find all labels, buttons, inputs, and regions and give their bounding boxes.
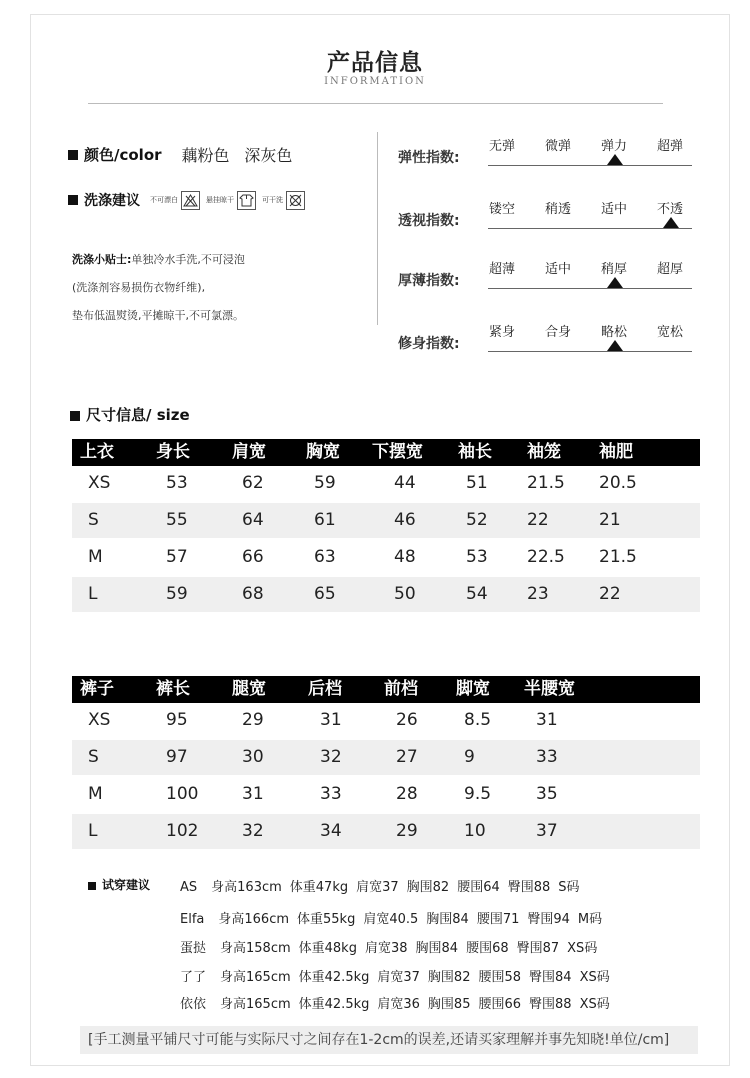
fitting-cell: 体重48kg	[298, 941, 357, 956]
table-cell: 21.5	[599, 547, 637, 567]
table-cell: 21	[599, 510, 621, 530]
wash-item-label: 可干洗	[262, 196, 283, 204]
index-label: 厚薄指数:	[398, 273, 460, 289]
fitting-cell: 肩宽37	[377, 970, 420, 985]
fitting-cell: M码	[577, 912, 603, 927]
table-header	[72, 676, 700, 703]
table-cell: M	[88, 547, 103, 567]
index-marker-icon	[663, 217, 679, 228]
color-label: 颜色/color	[84, 146, 162, 164]
table-cell: 32	[242, 821, 264, 841]
index-marker-icon	[607, 277, 623, 288]
table-cell: 22	[599, 584, 621, 604]
table-header	[72, 439, 700, 466]
fitting-cell: 胸围84	[415, 941, 459, 956]
column-header: 上衣	[80, 442, 114, 462]
fitting-cell: 身高165cm	[220, 970, 291, 985]
table-row	[72, 577, 700, 612]
table-cell: 64	[242, 510, 264, 530]
table-cell: M	[88, 784, 103, 804]
fitting-row	[180, 908, 610, 927]
table-row	[72, 503, 700, 538]
table-cell: 28	[396, 784, 418, 804]
index-option: 镂空	[489, 202, 516, 217]
tips-title: 洗涤小贴士:	[72, 253, 132, 266]
table-cell: 37	[536, 821, 558, 841]
fitting-cell: 肩宽36	[377, 997, 420, 1012]
table-row	[72, 777, 700, 812]
table-cell: 31	[536, 710, 558, 730]
fitting-cell: 体重42.5kg	[298, 970, 370, 985]
column-header: 半腰宽	[524, 679, 575, 699]
table-cell: 68	[242, 584, 264, 604]
fitting-cell: 身高158cm	[220, 941, 291, 956]
table-cell: 62	[242, 473, 264, 493]
title-divider	[88, 103, 663, 104]
table-cell: 31	[242, 784, 264, 804]
index-option: 无弹	[489, 139, 516, 154]
fitting-row	[180, 966, 618, 985]
table-cell: 52	[466, 510, 488, 530]
table-cell: 65	[314, 584, 336, 604]
table-cell: L	[88, 821, 98, 841]
table-cell: 54	[466, 584, 488, 604]
tips-line: 垫布低温熨烫,平摊晾干,不可氯漂。	[72, 309, 244, 322]
table-cell: 102	[166, 821, 199, 841]
fitting-cell: Elfa	[180, 912, 205, 927]
index-option: 超薄	[489, 262, 516, 277]
index-label: 弹性指数:	[398, 150, 460, 166]
fitting-cell: 臀围88	[529, 997, 572, 1012]
column-header: 袖笼	[527, 442, 561, 462]
washing-label: 洗涤建议	[84, 193, 140, 209]
fitting-cell: 腰围71	[476, 912, 520, 927]
table-cell: 44	[394, 473, 416, 493]
fitting-cell: 身高165cm	[220, 997, 291, 1012]
table-cell: 26	[396, 710, 418, 730]
fitting-label: 试穿建议	[102, 878, 151, 892]
table-cell: 59	[166, 584, 188, 604]
bullet-square-icon	[88, 882, 96, 890]
column-header: 裤子	[80, 679, 114, 699]
fitting-cell: 腰围66	[478, 997, 522, 1012]
column-header: 身长	[156, 442, 190, 462]
table-cell: S	[88, 747, 99, 767]
index-option: 不透	[657, 202, 684, 217]
table-cell: 100	[166, 784, 199, 804]
table-cell: 48	[394, 547, 416, 567]
index-scale-line	[488, 288, 692, 289]
table-cell: 53	[466, 547, 488, 567]
fitting-cell: 臀围87	[516, 941, 560, 956]
column-header: 前档	[384, 679, 418, 699]
fitting-cell: 臀围84	[529, 970, 572, 985]
page-title: 产品信息	[327, 50, 423, 76]
table-cell: 9.5	[464, 784, 492, 804]
table-cell: 22.5	[527, 547, 565, 567]
index-option: 稍厚	[601, 262, 628, 277]
index-option: 合身	[545, 325, 572, 340]
table-cell: 10	[464, 821, 486, 841]
table-cell: 20.5	[599, 473, 637, 493]
fitting-cell: 身高163cm	[211, 880, 282, 895]
fitting-cell: 腰围58	[478, 970, 522, 985]
fitting-cell: 肩宽37	[356, 880, 399, 895]
bullet-square-icon	[70, 411, 80, 421]
table-cell: 59	[314, 473, 336, 493]
table-row	[72, 466, 700, 501]
color-option: 深灰色	[244, 146, 293, 165]
index-scale-line	[488, 165, 692, 166]
fitting-cell: 腰围64	[457, 880, 500, 895]
table-cell: 97	[166, 747, 188, 767]
color-section	[68, 143, 292, 166]
index-option: 适中	[545, 262, 572, 277]
table-cell: 31	[320, 710, 342, 730]
tips-line: 单独冷水手洗,不可浸泡	[131, 253, 245, 266]
table-cell: 9	[464, 747, 475, 767]
index-marker-icon	[607, 340, 623, 351]
table-cell: 33	[320, 784, 342, 804]
fitting-cell: 体重55kg	[297, 912, 356, 927]
column-header: 后档	[308, 679, 342, 699]
table-cell: 30	[242, 747, 264, 767]
index-option: 超厚	[657, 262, 684, 277]
dry-clean-icon	[286, 191, 305, 210]
index-option: 紧身	[489, 325, 516, 340]
fitting-cell: 胸围85	[427, 997, 471, 1012]
fitting-row	[180, 937, 605, 956]
table-cell: 29	[396, 821, 418, 841]
index-scale-line	[488, 351, 692, 352]
bullet-square-icon	[68, 195, 78, 205]
wash-item-label: 不可漂白	[150, 196, 178, 204]
table-cell: XS	[88, 710, 111, 730]
index-option: 微弹	[545, 139, 572, 154]
fitting-cell: 肩宽38	[364, 941, 408, 956]
fitting-cell: 胸围82	[406, 880, 450, 895]
table-row	[72, 740, 700, 775]
fitting-cell: XS码	[567, 941, 598, 956]
size-heading-label: 尺寸信息/ size	[86, 406, 190, 424]
index-option: 弹力	[601, 139, 628, 154]
index-option: 适中	[601, 202, 628, 217]
fitting-cell: 臀围88	[507, 880, 551, 895]
table-cell: 51	[466, 473, 488, 493]
fitting-row	[180, 876, 588, 895]
table-cell: 57	[166, 547, 188, 567]
index-option: 超弹	[657, 139, 684, 154]
washing-tips	[72, 246, 245, 330]
fitting-heading	[88, 876, 150, 893]
table-cell: 53	[166, 473, 188, 493]
column-header: 裤长	[156, 679, 190, 699]
color-option: 藕粉色	[181, 146, 230, 165]
column-header: 胸宽	[306, 442, 340, 462]
index-option: 宽松	[657, 325, 684, 340]
table-cell: 29	[242, 710, 264, 730]
index-marker-icon	[607, 154, 623, 165]
fitting-cell: 臀围94	[527, 912, 570, 927]
table-cell: 23	[527, 584, 549, 604]
index-option: 稍透	[545, 202, 572, 217]
table-row	[72, 540, 700, 575]
index-scale-line	[488, 228, 692, 229]
page-subtitle: INFORMATION	[324, 76, 426, 87]
fitting-cell: 蛋挞	[180, 941, 207, 956]
table-cell: 95	[166, 710, 188, 730]
hang-dry-icon	[237, 191, 256, 210]
fitting-cell: XS码	[579, 970, 610, 985]
wash-item-label: 悬挂晾干	[206, 196, 234, 204]
fitting-cell: 体重42.5kg	[298, 997, 370, 1012]
fitting-cell: XS码	[579, 997, 610, 1012]
column-header: 下摆宽	[372, 442, 423, 462]
tips-line: (洗涤剂容易损伤衣物纤维),	[72, 281, 206, 294]
section-divider	[377, 132, 378, 325]
measurement-footnote: [手工测量平铺尺寸可能与实际尺寸之间存在1-2cm的误差,还请买家理解并事先知晓!单位/cm]	[80, 1026, 698, 1054]
fitting-cell: 身高166cm	[218, 912, 289, 927]
table-row	[72, 814, 700, 849]
table-cell: 55	[166, 510, 188, 530]
bullet-square-icon	[68, 150, 78, 160]
column-header: 腿宽	[232, 679, 266, 699]
table-cell: 61	[314, 510, 336, 530]
fitting-cell: 依依	[180, 997, 207, 1012]
table-cell: 22	[527, 510, 549, 530]
fitting-row	[180, 993, 618, 1012]
table-cell: 50	[394, 584, 416, 604]
table-cell: 34	[320, 821, 342, 841]
index-label: 透视指数:	[398, 213, 460, 229]
washing-section	[68, 190, 311, 210]
size-heading	[70, 404, 190, 425]
table-cell: L	[88, 584, 98, 604]
table-cell: 33	[536, 747, 558, 767]
table-cell: XS	[88, 473, 111, 493]
table-cell: 63	[314, 547, 336, 567]
column-header: 袖长	[458, 442, 492, 462]
table-cell: 32	[320, 747, 342, 767]
fitting-cell: 体重47kg	[289, 880, 349, 895]
table-cell: 27	[396, 747, 418, 767]
index-label: 修身指数:	[398, 336, 460, 352]
fitting-cell: 肩宽40.5	[363, 912, 419, 927]
fitting-cell: 胸围84	[426, 912, 469, 927]
table-cell: 21.5	[527, 473, 565, 493]
fitting-cell: AS	[180, 880, 198, 895]
column-header: 肩宽	[232, 442, 266, 462]
table-cell: 66	[242, 547, 264, 567]
fitting-cell: S码	[558, 880, 580, 895]
table-row	[72, 703, 700, 738]
fitting-cell: 腰围68	[466, 941, 509, 956]
column-header: 脚宽	[456, 679, 490, 699]
table-cell: 8.5	[464, 710, 492, 730]
table-cell: 35	[536, 784, 558, 804]
fitting-cell: 胸围82	[427, 970, 471, 985]
index-option: 略松	[601, 325, 628, 340]
fitting-cell: 了了	[180, 970, 207, 985]
table-cell: 46	[394, 510, 416, 530]
no-bleach-icon	[181, 191, 200, 210]
table-cell: S	[88, 510, 99, 530]
column-header: 袖肥	[599, 442, 633, 462]
